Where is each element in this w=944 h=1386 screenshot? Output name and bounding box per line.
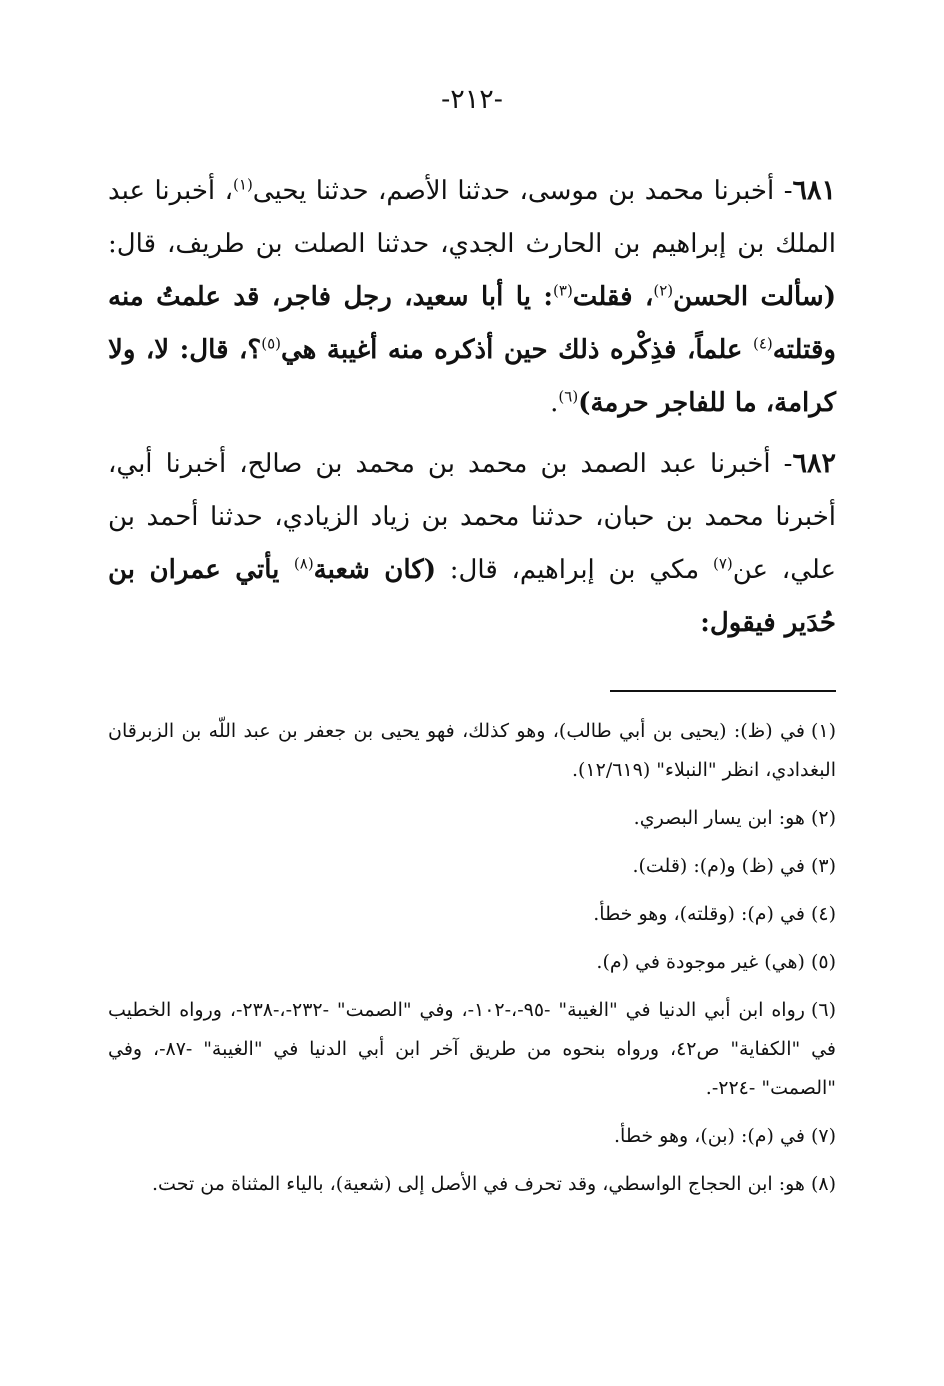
isnad-text: ، أخبرنا عبد الملك بن إبراهيم بن الحارث الجدي، حدثنا الصلت بن طريف، قال: (108, 176, 836, 259)
footnote-ref: (٣) (553, 281, 573, 300)
footnote-ref: (٦) (558, 387, 579, 406)
footnote (108, 712, 836, 790)
footnote-mark: (٤) (810, 903, 836, 925)
footnote (108, 895, 836, 934)
main-text (108, 164, 836, 650)
matn-text: (كان شعبة (313, 555, 437, 585)
footnote-text: في (ظ) و(م): (قلت). (632, 855, 805, 877)
footnote-text: هو: ابن يسار البصري. (633, 807, 805, 829)
hadith-paragraph (108, 164, 836, 430)
footnote-separator (610, 690, 836, 692)
matn-text: يأتي عمران بن حُدَير فيقول: (108, 555, 836, 638)
footnote-mark: (٢) (810, 807, 836, 829)
footnote (108, 799, 836, 838)
matn-text: علماً، فذِكْره ذلك حين أذكره منه أغيبة هي (281, 335, 753, 365)
footnote-mark: (٣) (810, 855, 836, 877)
page-number: -٢١٢- (441, 84, 503, 115)
footnote-text: في (م): (بن)، وهو خطأ. (613, 1125, 805, 1147)
footnote-mark: (١) (810, 720, 836, 742)
footnotes (108, 712, 836, 1213)
footnote-text: رواه ابن أبي الدنيا في "الغيبة" -٩٥-،-١٠٢-، وفي "الصمت" -٢٣٢-،-٢٣٨-، ورواه الخطيب في "الكفاية" ص٤٢، ورواه بنحوه من طريق آخر ابن أبي الدنيا في "الغيبة" -٨٧-، وفي "الصمت" -٢٢٤-. (108, 999, 836, 1099)
matn-text: ؟، قال: لا، ولا كرامة، ما للفاجر حرمة) (108, 335, 836, 418)
footnote-ref: (٢) (653, 281, 674, 300)
footnote-text: في (م): (وقلته)، وهو خطأ. (593, 903, 805, 925)
footnote (108, 991, 836, 1108)
footnote-mark: (٦) (810, 999, 836, 1021)
paragraph-end: . (550, 388, 559, 418)
hadith-number: ٦٨١ (792, 175, 837, 206)
matn-text: ، فقلت (572, 282, 654, 312)
footnote-text: (هي) غير موجودة في (م). (596, 951, 805, 973)
footnote-ref: (٨) (293, 554, 314, 573)
matn-text: (سألت الحسن (673, 282, 836, 312)
footnote-ref: (١) (233, 175, 253, 194)
hadith-number: ٦٨٢ (792, 448, 836, 479)
footnote (108, 1165, 836, 1204)
footnote-ref: (٧) (712, 554, 733, 573)
hadith-paragraph (108, 437, 836, 650)
isnad-text: - أخبرنا عبد الصمد بن محمد بن محمد بن صالح، أخبرنا أبي، أخبرنا محمد بن حبان، حدثنا محمد بن زياد الزيادي، حدثنا أحمد بن علي، عن (108, 449, 836, 585)
isnad-text: مكي بن إبراهيم، قال: (436, 555, 713, 585)
footnote (108, 847, 836, 886)
isnad-text: - أخبرنا محمد بن موسى، حدثنا الأصم، حدثنا يحيى (252, 176, 793, 206)
matn-text: : يا أبا سعيد، رجل فاجر، قد علمتُ منه وقتلته (108, 282, 836, 365)
footnote-text: في (ظ): (يحيى بن أبي طالب)، وهو كذلك، فهو يحيى بن جعفر بن عبد اللّه بن الزبرقان البغدادي، انظر "النبلاء" (١٢/٦١٩). (108, 720, 836, 781)
footnote (108, 1117, 836, 1156)
footnote (108, 943, 836, 982)
footnote-ref: (٥) (261, 334, 282, 353)
footnote-mark: (٥) (810, 951, 836, 973)
footnote-ref: (٤) (752, 334, 773, 353)
footnote-mark: (٨) (810, 1173, 836, 1195)
footnote-text: هو: ابن الحجاج الواسطي، وقد تحرف في الأصل إلى (شعية)، بالياء المثناة من تحت. (152, 1173, 805, 1195)
footnote-mark: (٧) (810, 1125, 836, 1147)
